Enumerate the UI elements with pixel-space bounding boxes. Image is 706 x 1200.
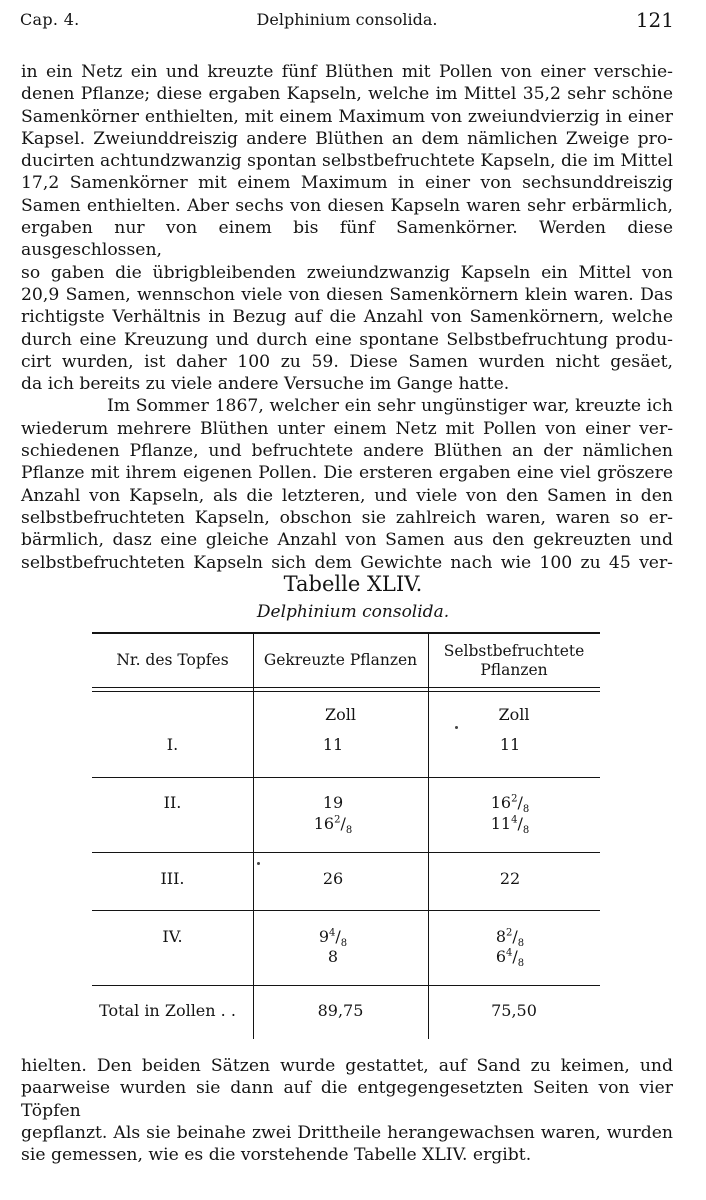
row-rule [92, 910, 600, 911]
selfed-value: 11 [499, 735, 521, 754]
text-line: denen Pflanze; diese ergaben Kapseln, welche im Mittel 35,2 sehr schöne [21, 84, 673, 105]
text-line: hielten. Den beiden Sätzen wurde gestattet, auf Sand zu keimen, und [21, 1056, 673, 1076]
text-line: wiederum mehrere Blüthen unter einem Netz mit Pollen von einer ver- [21, 418, 673, 439]
crossed-value [253, 926, 413, 948]
table-top-rule [92, 632, 600, 634]
text-line: in ein Netz ein und kreuzte fünf Blüthen mit Pollen von einer verschie- [21, 62, 673, 82]
crossed-value: 19 [322, 793, 344, 812]
total-rule [92, 985, 600, 986]
header-selfed-line: Selbstbefruchtete [443, 642, 585, 660]
paragraph-continued [21, 61, 673, 395]
text-line: cirt wurden, ist daher 100 zu 59. Diese Samen wurden nicht gesäet, [21, 351, 673, 372]
row-rule [92, 777, 600, 778]
mixed-number: $16^2/_8$ [313, 814, 353, 837]
table-title: Tabelle XLIV. [283, 572, 423, 596]
selfed-value [428, 946, 592, 968]
header-crossed: Gekreuzte Pflanzen [263, 651, 418, 669]
row-rule [92, 852, 600, 853]
text-line: gepflanzt. Als sie beinahe zwei Drittheile herangewachsen waren, wurden [21, 1122, 673, 1143]
selfed-value [428, 926, 592, 948]
header-selfed [428, 642, 600, 680]
mixed-number: $11^4/_8$ [490, 814, 530, 837]
text-line: Samenkörner enthielten, mit einem Maximum von zweiundvierzig in einer [21, 106, 673, 127]
pot-number: IV. [162, 927, 183, 946]
mixed-number: $9^4/_8$ [318, 927, 348, 950]
total-crossed: 89,75 [317, 1001, 364, 1020]
header-pot: Nr. des Topfes [116, 651, 229, 669]
text-line: selbstbefruchteten Kapseln sich dem Gewichte nach wie 100 zu 45 ver- [21, 552, 673, 573]
selfed-value [428, 813, 592, 835]
selfed-value [428, 792, 592, 814]
header-selfed-line: Pflanzen [480, 661, 548, 679]
header-rule [92, 691, 600, 692]
crossed-value: 11 [322, 735, 344, 754]
paragraph-summer-1867 [21, 395, 673, 573]
text-line: ergaben nur von einem bis fünf Samenkörner. Werden diese ausgeschlossen, [21, 218, 673, 261]
print-speck [455, 726, 458, 729]
text-line: 20,9 Samen, wennschon viele von diesen Samenkörnern klein waren. Das [21, 284, 673, 305]
pot-number: II. [163, 793, 182, 812]
unit-selfed: Zoll [498, 705, 530, 724]
running-head [20, 6, 674, 34]
text-line: so gaben die übrigbleibenden zweiundzwanzig Kapseln ein Mittel von [21, 262, 673, 283]
running-title: Delphinium consolida. [256, 10, 438, 29]
table-subtitle: Delphinium consolida. [256, 602, 450, 622]
text-line: Im Sommer 1867, welcher ein sehr ungünstiger war, kreuzte ich [107, 396, 673, 417]
text-line: 17,2 Samenkörner mit einem Maximum in einer von sechsunddreiszig [21, 173, 673, 194]
body-text-bottom [21, 1055, 673, 1166]
mixed-number: $6^4/_8$ [495, 947, 525, 970]
unit-crossed: Zoll [325, 705, 356, 724]
pot-number: I. [166, 735, 179, 754]
chapter-label: Cap. 4. [20, 10, 80, 29]
crossed-value: 8 [327, 947, 339, 966]
body-text-top [21, 61, 673, 574]
text-line: Kapsel. Zweiunddreiszig andere Blüthen an dem nämlichen Zweige pro- [21, 128, 673, 149]
pot-number: III. [160, 869, 185, 888]
text-line: Anzahl von Kapseln, als die letzteren, und viele von den Samen in den [21, 485, 673, 506]
text-line: durch eine Kreuzung und durch eine spontane Selbstbefruchtung produ- [21, 329, 673, 350]
mixed-number: $16^2/_8$ [490, 793, 530, 816]
text-line: paarweise wurden sie dann auf die entgegengesetzten Seiten von vier Töpfen [21, 1078, 673, 1121]
crossed-value [253, 813, 413, 835]
page-number: 121 [635, 8, 674, 32]
text-line: bärmlich, dasz eine gleiche Anzahl von Samen aus den gekreuzten und [21, 530, 673, 551]
text-line: richtigste Verhältnis in Bezug auf die Anzahl von Samenkörnern, welche [21, 307, 673, 328]
total-label: Total in Zollen . . [99, 1001, 236, 1020]
print-speck [257, 862, 260, 865]
selfed-value: 22 [499, 869, 521, 888]
text-line: sie gemessen, wie es die vorstehende Tabelle XLIV. ergibt. [21, 1145, 532, 1166]
text-line: schiedenen Pflanze, und befruchtete andere Blüthen an der nämlichen [21, 441, 673, 462]
column-divider [428, 634, 429, 1039]
text-line: ducirten achtundzwanzig spontan selbstbefruchtete Kapseln, die im Mittel [21, 151, 673, 172]
text-line: selbstbefruchteten Kapseln, obschon sie zahlreich waren, waren so er- [21, 507, 673, 528]
total-selfed: 75,50 [491, 1001, 537, 1020]
mixed-number: $8^2/_8$ [495, 927, 525, 950]
text-line: Samen enthielten. Aber sechs von diesen Kapseln waren sehr erbärmlich, [21, 195, 673, 216]
text-line: da ich bereits zu viele andere Versuche im Gange hatte. [21, 374, 510, 395]
crossed-value: 26 [322, 869, 344, 888]
text-line: Pflanze mit ihrem eigenen Pollen. Die ersteren ergaben eine viel gröszere [21, 463, 673, 484]
column-divider [253, 634, 254, 1039]
header-rule [92, 687, 600, 688]
